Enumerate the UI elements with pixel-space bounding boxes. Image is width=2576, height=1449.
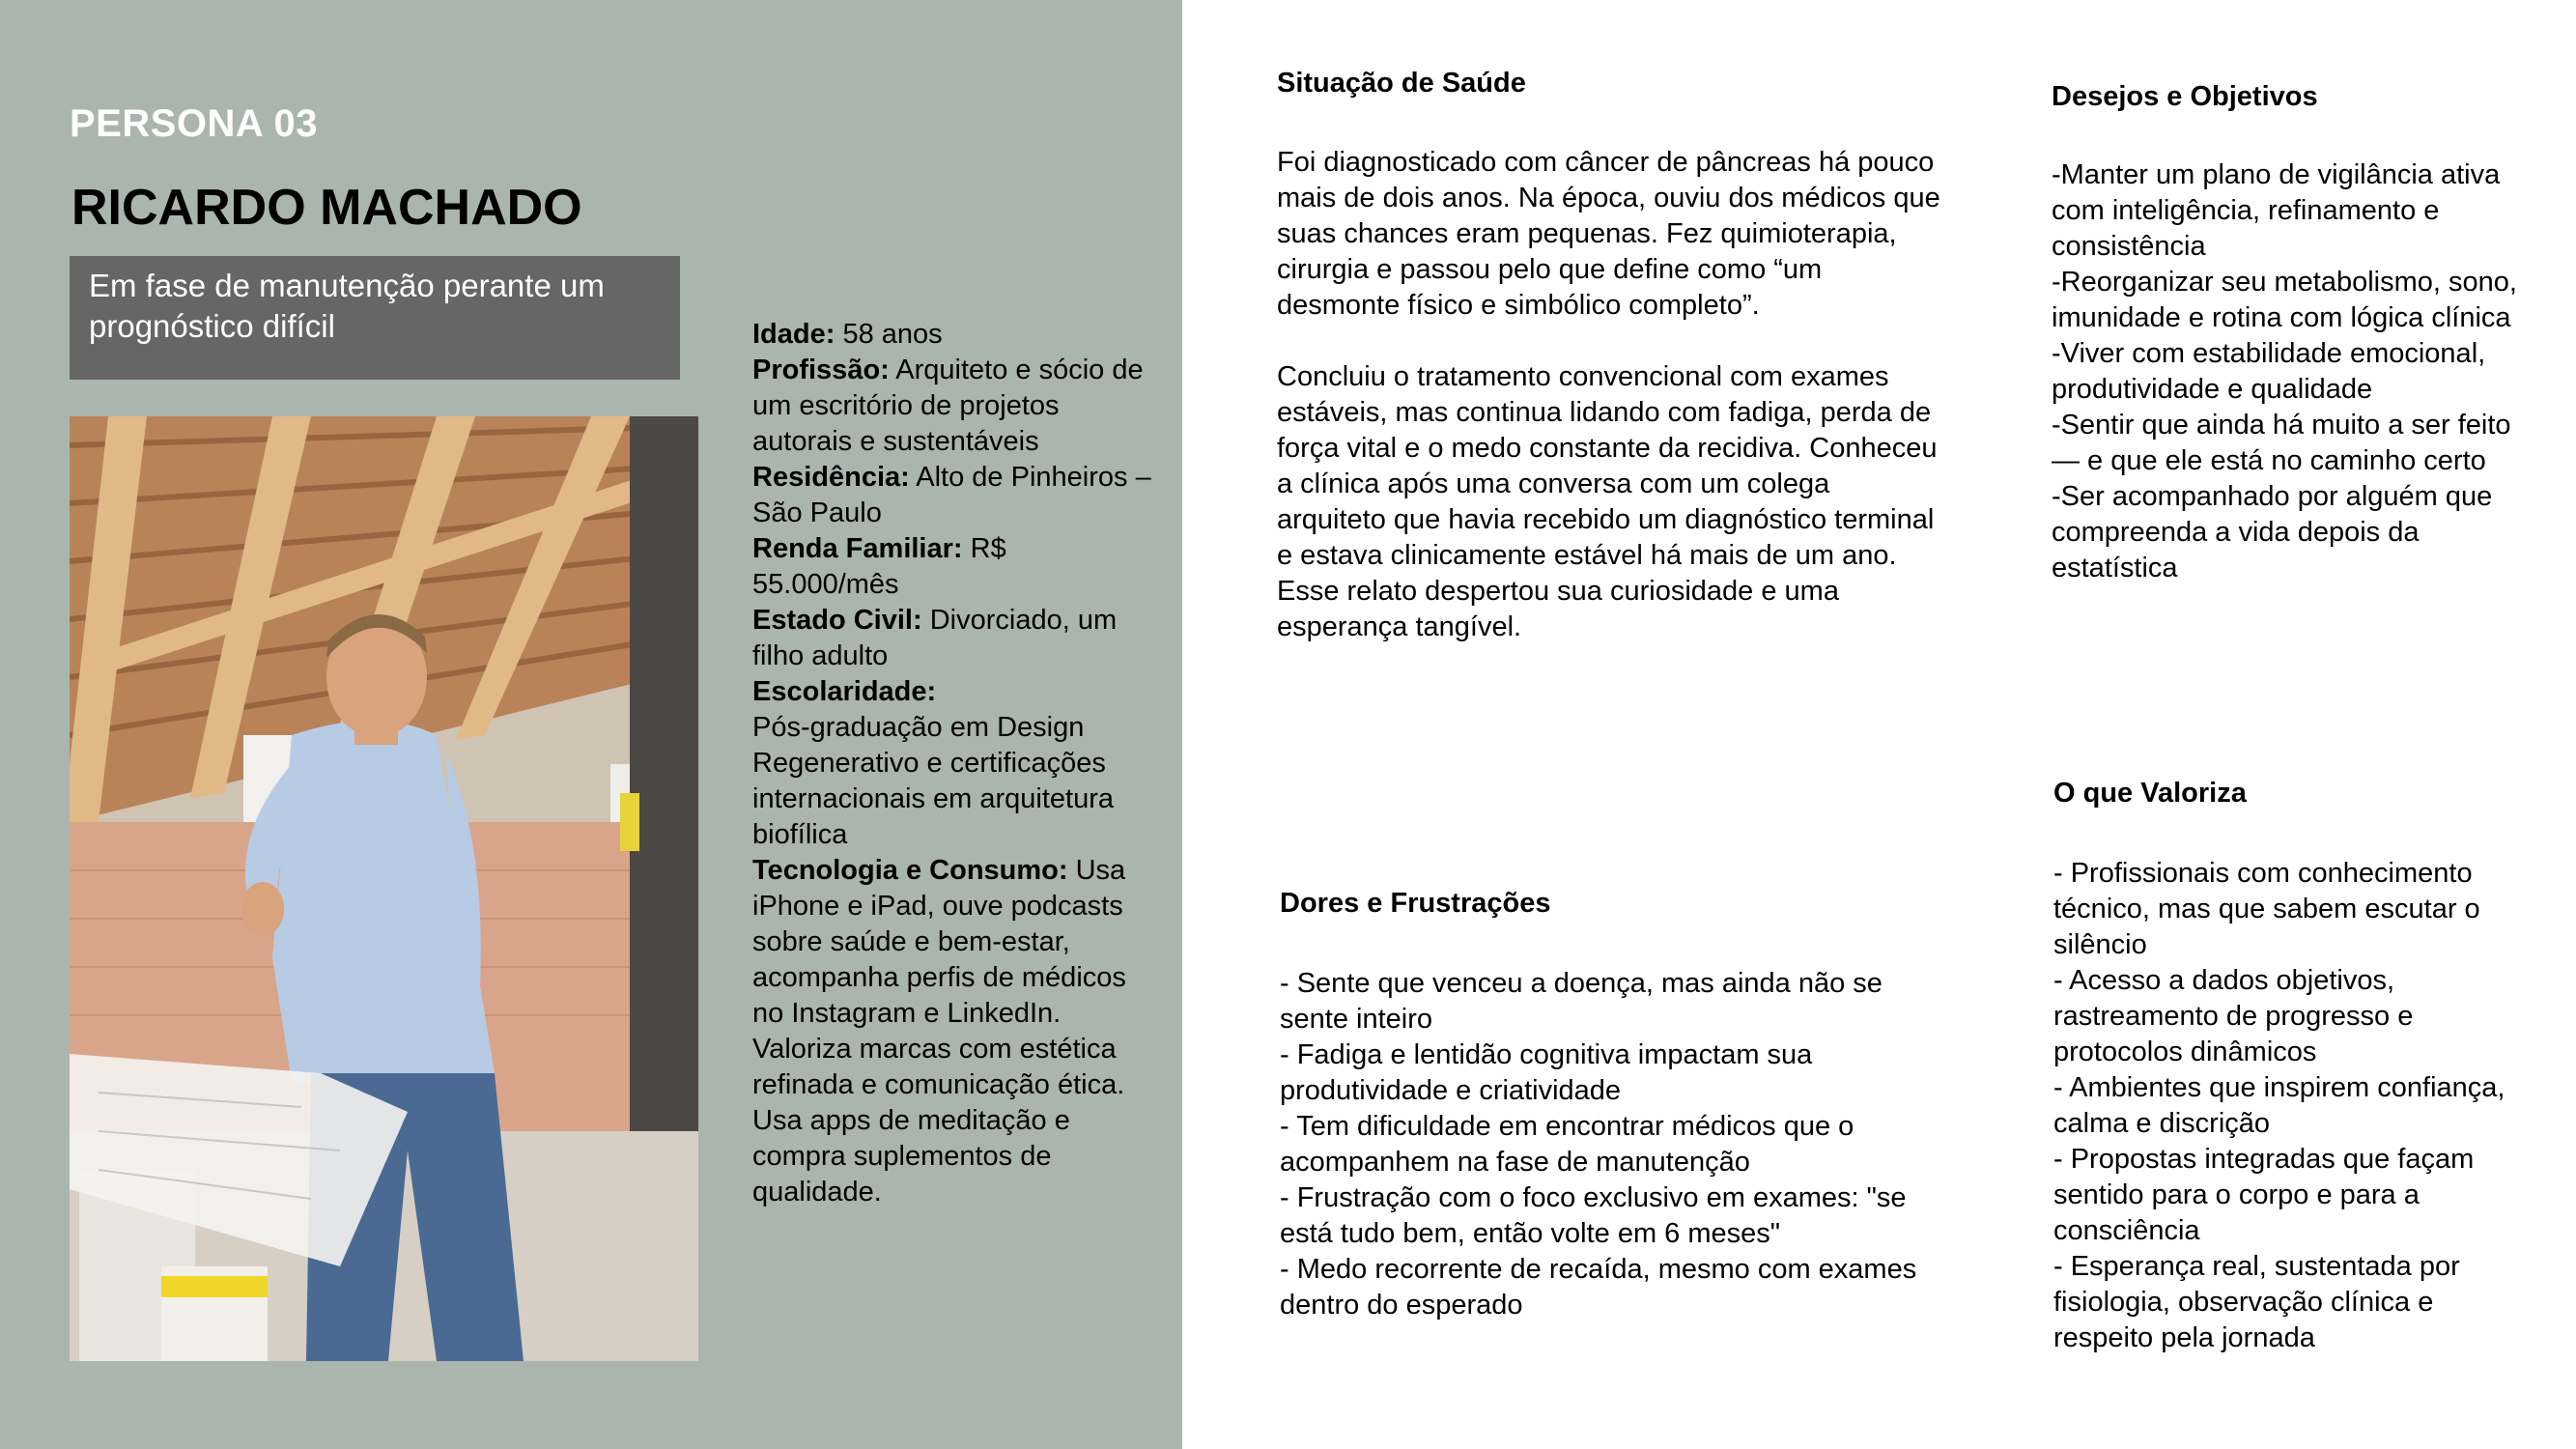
profile-details — [752, 317, 1158, 1210]
pain-item: - Tem dificuldade em encontrar médicos que o acompanhem na fase de manutenção — [1280, 1111, 1854, 1178]
value-item: - Esperança real, sustentada por fisiologia, observação clínica e respeito pela jornada — [2053, 1251, 2460, 1353]
civil-status-label: Estado Civil: — [752, 605, 922, 636]
persona-name: RICARDO MACHADO — [71, 180, 582, 236]
value-item: - Acesso a dados objetivos, rastreamento de progresso e protocolos dinâmicos — [2053, 965, 2414, 1067]
civil-status-value: Divorciado, um filho adulto — [752, 605, 1118, 671]
residence-value: Alto de Pinheiros – São Paulo — [752, 462, 1151, 528]
age-label: Idade: — [752, 319, 835, 350]
age-value: 58 anos — [842, 319, 943, 350]
value-item: - Ambientes que inspirem confiança, calma e discrição — [2053, 1072, 2505, 1139]
persona-photo — [70, 416, 698, 1361]
values-section — [2053, 776, 2527, 1356]
education-label: Escolaridade: — [752, 676, 937, 707]
goal-item: -Sentir que ainda há muito a ser feito — e que ele está no caminho certo — [2052, 410, 2511, 476]
pain-item: - Medo recorrente de recaída, mesmo com exames dentro do esperado — [1280, 1254, 1917, 1321]
tech-consumption-value: Usa iPhone e iPad, ouve podcasts sobre saúde e bem-estar, acompanha perfis de médicos no Instagram e LinkedIn. Valoriza marcas com estética refinada e comunicação ética. Usa apps de meditação e compra suplementos de qualidade. — [752, 855, 1126, 1208]
health-title: Situação de Saúde — [1277, 68, 1526, 99]
health-section — [1277, 66, 1943, 645]
tagline-text: Em fase de manutenção perante um prognóstico difícil — [89, 268, 605, 344]
income-value: R$ 55.000/mês — [752, 533, 1006, 600]
health-paragraph-2: Concluiu o tratamento convencional com exames estáveis, mas continua lidando com fadiga, perda de força vital e o medo constante da recidiva. Conheceu a clínica após uma conversa com um colega arquiteto que havia recebido um diagnóstico terminal e estava clinicamente estável há mais de um ano. Esse relato despertou sua curiosidade e uma esperança tangível. — [1277, 361, 1938, 642]
profession-label: Profissão: — [752, 355, 890, 385]
pain-item: - Fadiga e lentidão cognitiva impactam sua produtividade e criatividade — [1280, 1039, 1813, 1106]
values-title: O que Valoriza — [2053, 778, 2247, 809]
goals-section — [2052, 79, 2525, 586]
health-paragraph-1: Foi diagnosticado com câncer de pâncreas há pouco mais de dois anos. Na época, ouviu dos médicos que suas chances eram pequenas. Fez quimioterapia, cirurgia e passou pelo que define como “um desmonte físico e simbólico completo”. — [1277, 147, 1940, 321]
tagline-box — [70, 256, 680, 380]
education-value: Pós-graduação em Design Regenerativo e certificações internacionais em arquitetura biofílica — [752, 712, 1114, 850]
goal-item: -Viver com estabilidade emocional, produtividade e qualidade — [2052, 338, 2486, 405]
pains-title: Dores e Frustrações — [1280, 888, 1551, 919]
pains-section — [1280, 886, 1946, 1323]
pain-item: - Sente que venceu a doença, mas ainda não se sente inteiro — [1280, 968, 1882, 1035]
value-item: - Profissionais com conhecimento técnico, mas que sabem escutar o silêncio — [2053, 858, 2480, 960]
tech-consumption-label: Tecnologia e Consumo: — [752, 855, 1068, 886]
persona-number: PERSONA 03 — [70, 102, 318, 145]
value-item: - Propostas integradas que façam sentido para o corpo e para a consciência — [2053, 1144, 2475, 1246]
goals-title: Desejos e Objetivos — [2052, 81, 2318, 112]
goal-item: -Ser acompanhado por alguém que compreenda a vida depois da estatística — [2052, 481, 2493, 583]
goal-item: -Manter um plano de vigilância ativa com inteligência, refinamento e consistência — [2052, 159, 2501, 262]
income-label: Renda Familiar: — [752, 533, 963, 564]
residence-label: Residência: — [752, 462, 910, 493]
pain-item: - Frustração com o foco exclusivo em exames: "se está tudo bem, então volte em 6 meses" — [1280, 1182, 1907, 1249]
goal-item: -Reorganizar seu metabolismo, sono, imunidade e rotina com lógica clínica — [2052, 267, 2517, 333]
profession-value: Arquiteto e sócio de um escritório de projetos autorais e sustentáveis — [752, 355, 1144, 457]
